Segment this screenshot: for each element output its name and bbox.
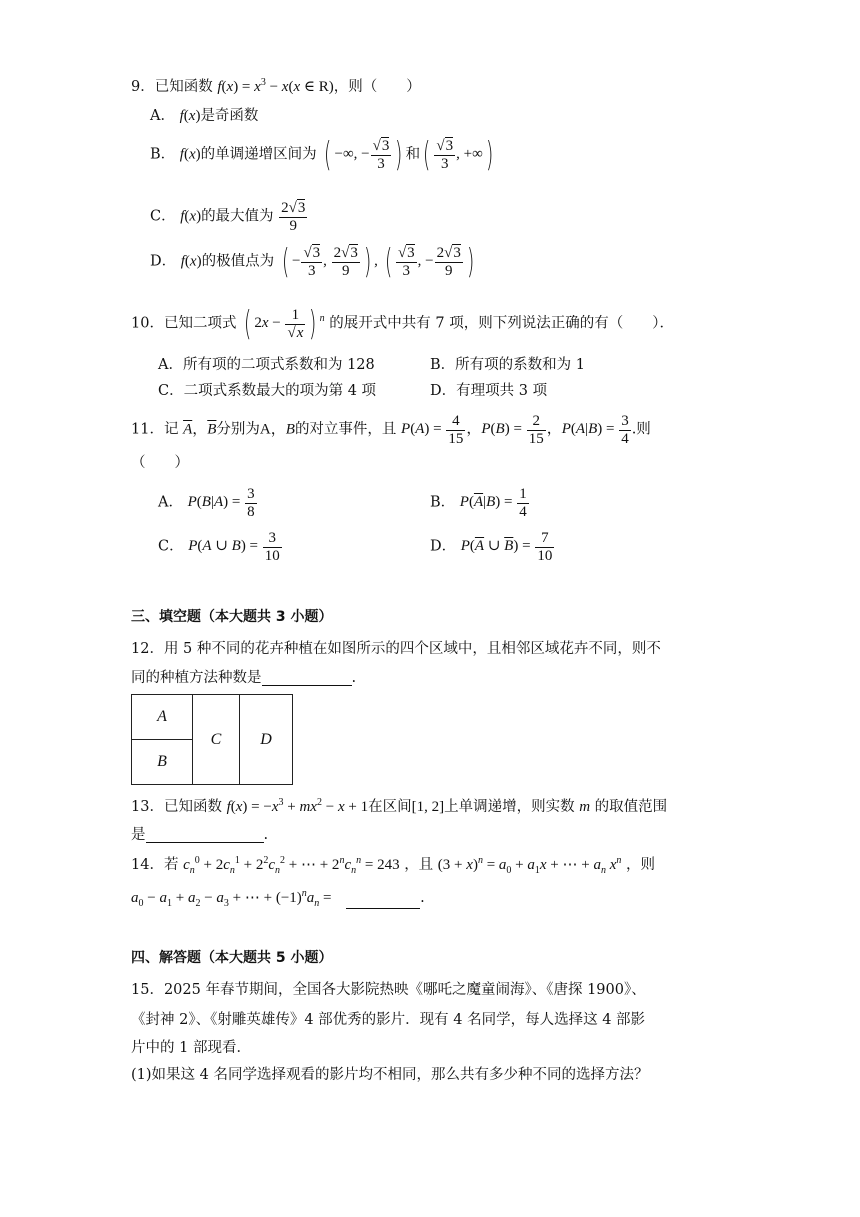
q12-region-diagram [131,694,293,785]
q11-option-d[interactable]: D． $P(\overline{A}$ ∪ $\overline{B}$) = $\frac{7}{10}$ [430,530,553,564]
q15-part1: (1)如果这 4 名同学选择观看的影片均不相同，那么共有多少种不同的选择方法？ [131,1067,649,1083]
section-4-heading: 四、解答题（本大题共 5 小题） [131,950,333,966]
q14-line1: 14．若 $c_n^0 + 2c_n^1 + 2^2c_n^2$ + ⋯ + $2^nc_n^n = 243$ ，且 $(3 + x)^n = a_0 + a_1x$ + ⋯ + $a_n$ $x^n$ ，则 [131,855,655,876]
q11-option-b[interactable]: B． $P(\overline{A}|B)$ = $\frac{1}{4}$ [430,486,527,520]
q12-blank[interactable] [262,673,352,686]
q11-paren: （ ） [131,455,189,471]
q10-option-a[interactable]: A．所有项的二项式系数和为 128 [158,357,375,373]
q12-line1: 12．用 5 种不同的花卉种植在如图所示的四个区域中，且相邻区域花卉不同，则不 [131,641,661,657]
q9-stem: 9．已知函数 $f(x) = x^3 - x(x$ ∈ R)，则（ ） [131,77,421,95]
q15-line3: 片中的 1 部现看． [131,1040,251,1056]
q9-option-b[interactable]: B． f(x)的单调递增区间为 ( −∞, − $\frac{√3}{3}$ ) 和( $\frac{√3}{3}$ , +∞) [150,135,494,175]
q13-line2: 是 . [131,827,269,843]
q14-blank[interactable] [346,896,420,909]
region-a: A [132,695,193,740]
section-3-heading: 三、填空题（本大题共 3 小题） [131,609,333,625]
q15-line2: 《封神 2》、《射雕英雄传》4 部优秀的影片．现有 4 名同学，每人选择这 4 部影 [131,1012,646,1028]
region-b: B [132,740,193,785]
q10-stem: 10．已知二项式 ( 2x − $\frac{1}{√x}$ ) $^n$ 的展开式中共有 7 项，则下列说法正确的有（ ）． [131,304,674,344]
q11-option-c[interactable]: C． P(A ∪ B) = $\frac{3}{10}$ [158,530,280,564]
q9-option-c[interactable]: C． f(x)的最大值为 $\frac{2√3}{9}$ [150,200,306,234]
q10-option-d[interactable]: D．有理项共 3 项 [430,383,548,399]
q11-stem: 11．记 $\overline{A}$，$\overline{B}$分别为A，B的对立事件，且 P(A) = $\frac{4}{15}$ ，P(B) = $\frac{2}{15}$ ，P(A|B) = $\frac{3}{4}$ .则 [131,413,651,447]
q13-line1: 13．已知函数 $f(x) = -x^3 + mx^2 - x + 1$在区间[1, 2]上单调递增，则实数 m 的取值范围 [131,797,668,815]
q15-line1: 15．2025 年春节期间，全国各大影院热映《哪吒之魔童闹海》、《唐探 1900》、 [131,982,646,998]
q9-option-a[interactable]: A． f(x)是奇函数 [150,108,259,124]
q10-option-b[interactable]: B．所有项的系数和为 1 [430,357,585,373]
q9-option-d[interactable]: D． f(x)的极值点为 ( − $\frac{√3}{3}$ , $\frac{2√3}{9}$ ) , ( $\frac{√3}{3}$ , − $\frac{2√3}{9}$ ) [150,242,475,282]
region-d: D [240,695,293,785]
q11-option-a[interactable]: A． P(B|A) = $\frac{3}{8}$ [158,486,255,520]
q10-option-c[interactable]: C．二项式系数最大的项为第 4 项 [158,383,377,399]
q9-function: $f(x) = x^3 - x(x$ ∈ R) [217,77,334,95]
q12-line2: 同的种植方法种数是 . [131,670,357,686]
region-c: C [193,695,240,785]
q13-blank[interactable] [146,830,264,843]
q14-line2: $a_0 - a_1 + a_2 - a_3$ + ⋯ + $(-1)^na_n$ = . [131,888,425,909]
